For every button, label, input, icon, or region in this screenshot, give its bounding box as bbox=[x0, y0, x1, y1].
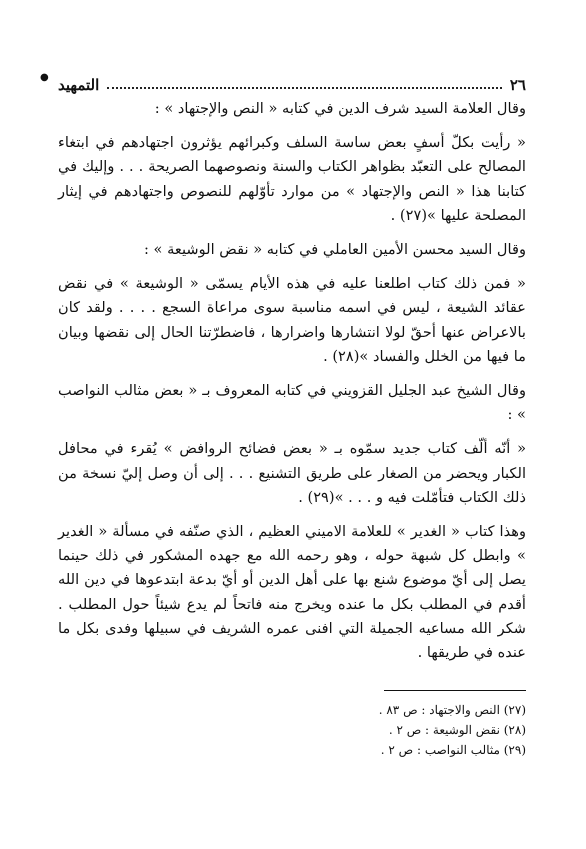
paragraph-intro-sharafuddin: وقال العلامة السيد شرف الدين في كتابه « النص والإجتهاد » : bbox=[154, 100, 526, 117]
main-text bbox=[58, 97, 526, 675]
paragraph-intro-amin: وقال السيد محسن الأمين العاملي في كتابه « نقض الوشيعة » : bbox=[143, 241, 526, 259]
quote-sharafuddin: « رأيت بكلّ أسفٍ بعض ساسة السلف وكبرائهم يؤثرون اجتهادهم في ابتغاء المصالح على التعبّد بظواهر الكتاب والسنة ونصوصهما الصريحة . . . وإليك في كتابنا هذا « النص والإجتهاد » من موارد تأوّلهم للنصوص واجتهادهم في إيثار المصلحة عليها »(٢٧) . bbox=[58, 134, 526, 224]
footnotes bbox=[58, 700, 526, 760]
footnote-28: (٢٨) نقض الوشيعة : ص ٢ . bbox=[388, 723, 526, 737]
quote-amin: « فمن ذلك كتاب اطلعنا عليه في هذه الأيام يسمّى « الوشيعة » في نقض عقائد الشيعة ، ليس في اسمه مناسبة سوى مراعاة السجع . . . . ولقد كان بالاعراض عنها أحقّ لولا انتشارها واضرارها ، فاضطرّتنا الحال إلى نقضها وبيان ما فيها من الخلل والفساد »(٢٨) . bbox=[58, 275, 526, 365]
footnote-29: (٢٩) مثالب النواصب : ص ٢ . bbox=[380, 743, 526, 757]
margin-dot: ● bbox=[40, 72, 49, 83]
page-number: ٢٦ bbox=[509, 76, 526, 94]
chapter-title: التمهيد bbox=[58, 76, 100, 94]
footnote-separator bbox=[384, 690, 526, 691]
paragraph-intro-qazwini: وقال الشيخ عبد الجليل القزويني في كتابه المعروف بـ « بعض مثالب النواصب » : bbox=[58, 382, 526, 424]
quote-qazwini: « أنّه ألّف كتاب جديد سمّوه بـ « بعض فضائح الروافض » يُقرء في محافل الكبار ويحضر من الصغار على طريق التشنيع . . . إلى أن وصل إليّ نسخة من ذلك الكتاب فتأمّلت فيه و . . . »(٢٩) . bbox=[58, 440, 526, 506]
paragraph-ghadir: وهذا كتاب « الغدير » للعلامة الاميني العظيم ، الذي صنّفه في مسألة « الغدير » وابطل كل شبهة حوله ، وهو رحمه الله مع جهده المشكور في ذلك حينما يصل إلى أيّ موضوع شنع بها على أهل الدين أو أيّ بدعة ابتدعوها في دين الله أقدم في المطلب بكل ما عنده ويخرج منه فاتحاً لم يدع شيئاً حول المطلب . شكر الله مساعيه الجميلة التي افنى عمره الشريف في سبيلها وفدى بكل ما عنده في طريقها . bbox=[58, 523, 526, 662]
running-header bbox=[58, 72, 526, 94]
footnote-27: (٢٧) النص والاجتهاد : ص ٨٣ . bbox=[378, 703, 526, 717]
header-leader-dots bbox=[107, 87, 502, 89]
